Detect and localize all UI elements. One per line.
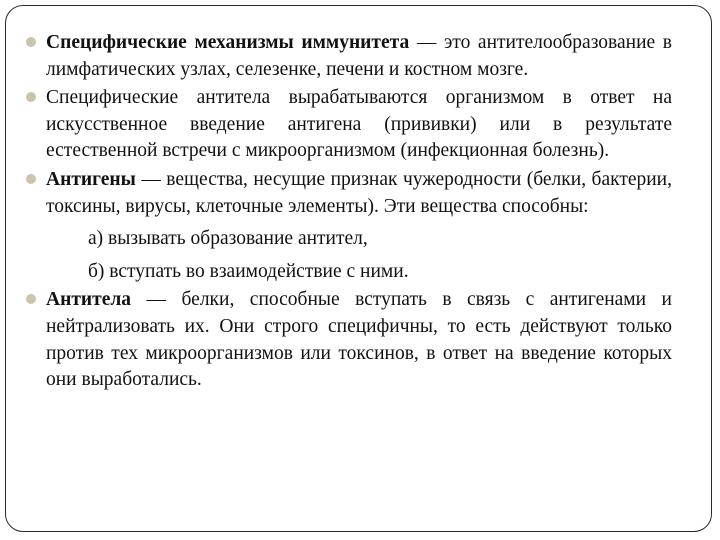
bullet-4-text: — белки, способные вступать в связь с антигенами и нейтрализовать их. Они строго специфичны, то есть действуют только против тех микроорганизмов или токсинов, в ответ на введение которых они выработались. bbox=[46, 289, 672, 391]
bullet-icon bbox=[26, 174, 36, 184]
bullet-1-text: — это антителообразование в лимфатических узлах, селезенке, печени и костном мозге. bbox=[46, 32, 672, 80]
slide-content bbox=[24, 30, 672, 396]
bullet-1-bold: Специфические механизмы иммунитета bbox=[46, 32, 410, 53]
bullet-3-bold: Антигены bbox=[46, 168, 136, 190]
bullet-4-bold: Антитела bbox=[46, 289, 132, 311]
bullet-item-2 bbox=[24, 85, 672, 165]
bullet-item-3 bbox=[24, 167, 672, 285]
bullet-item-4 bbox=[24, 287, 672, 393]
bullet-3-text: — вещества, несущие признак чужеродности (белки, бактерии, токсины, вирусы, клеточные элементы). Эти вещества способны: bbox=[46, 168, 672, 217]
sub-item-b: б) вступать во взаимодействие с ними. bbox=[88, 260, 409, 282]
bullet-icon bbox=[26, 92, 36, 102]
sub-item-a: а) вызывать образование антител, bbox=[88, 228, 368, 250]
bullet-icon bbox=[26, 37, 36, 47]
bullet-icon bbox=[26, 294, 36, 304]
bullet-2-text: Специфические антитела вырабатываются организмом в ответ на искусственное введение антигена (прививки) или в результате естественной встречи с микроорганизмом (инфекционная болезнь). bbox=[46, 87, 672, 162]
bullet-item-1 bbox=[24, 30, 672, 83]
